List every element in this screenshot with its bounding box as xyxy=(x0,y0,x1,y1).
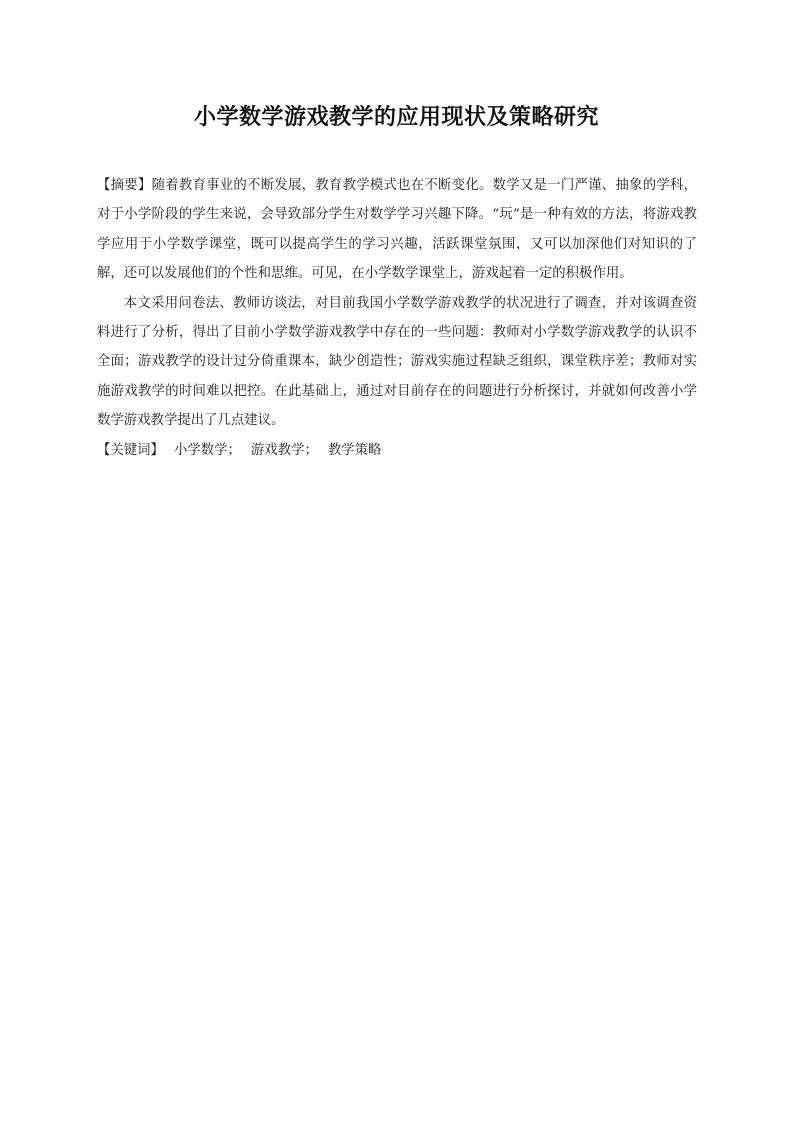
keyword-item: 游戏教学； xyxy=(250,442,318,458)
abstract-section xyxy=(97,171,697,465)
abstract-paragraph-2: 本文采用问卷法、教师访谈法，对目前我国小学数学游戏教学的状况进行了调查，并对该调查资料进行了分析，得出了目前小学数学游戏教学中存在的一些问题：教师对小学数学游戏教学的认识不全面；游戏教学的设计过分倚重课本，缺少创造性；游戏实施过程缺乏组织，课堂秩序差；教师对实施游戏教学的时间难以把控。在此基础上，通过对目前存在的问题进行分析探讨，并就如何改善小学数学游戏教学提出了几点建议。 xyxy=(97,295,697,429)
abstract-paragraph-1 xyxy=(97,171,697,289)
page-title: 小学数学游戏教学的应用现状及策略研究 xyxy=(193,105,599,130)
keyword-item: 小学数学； xyxy=(173,442,241,458)
keywords-label: 【关键词】 xyxy=(97,442,164,458)
abstract-label: 【摘要】 xyxy=(97,178,152,193)
abstract-text-1: 随着教育事业的不断发展，教育教学模式也在不断变化。数学又是一门严谨、抽象的学科，对于小学阶段的学生来说，会导致部分学生对数学学习兴趣下降。“玩”是一种有效的方法，将游戏教学应用于小学数学课堂，既可以提高学生的学习兴趣，活跃课堂氛围，又可以加深他们对知识的了解，还可以发展他们的个性和思维。可见，在小学数学课堂上，游戏起着一定的积极作用。 xyxy=(97,178,698,282)
keywords-row xyxy=(97,436,697,465)
keyword-item: 教学策略 xyxy=(327,442,382,458)
